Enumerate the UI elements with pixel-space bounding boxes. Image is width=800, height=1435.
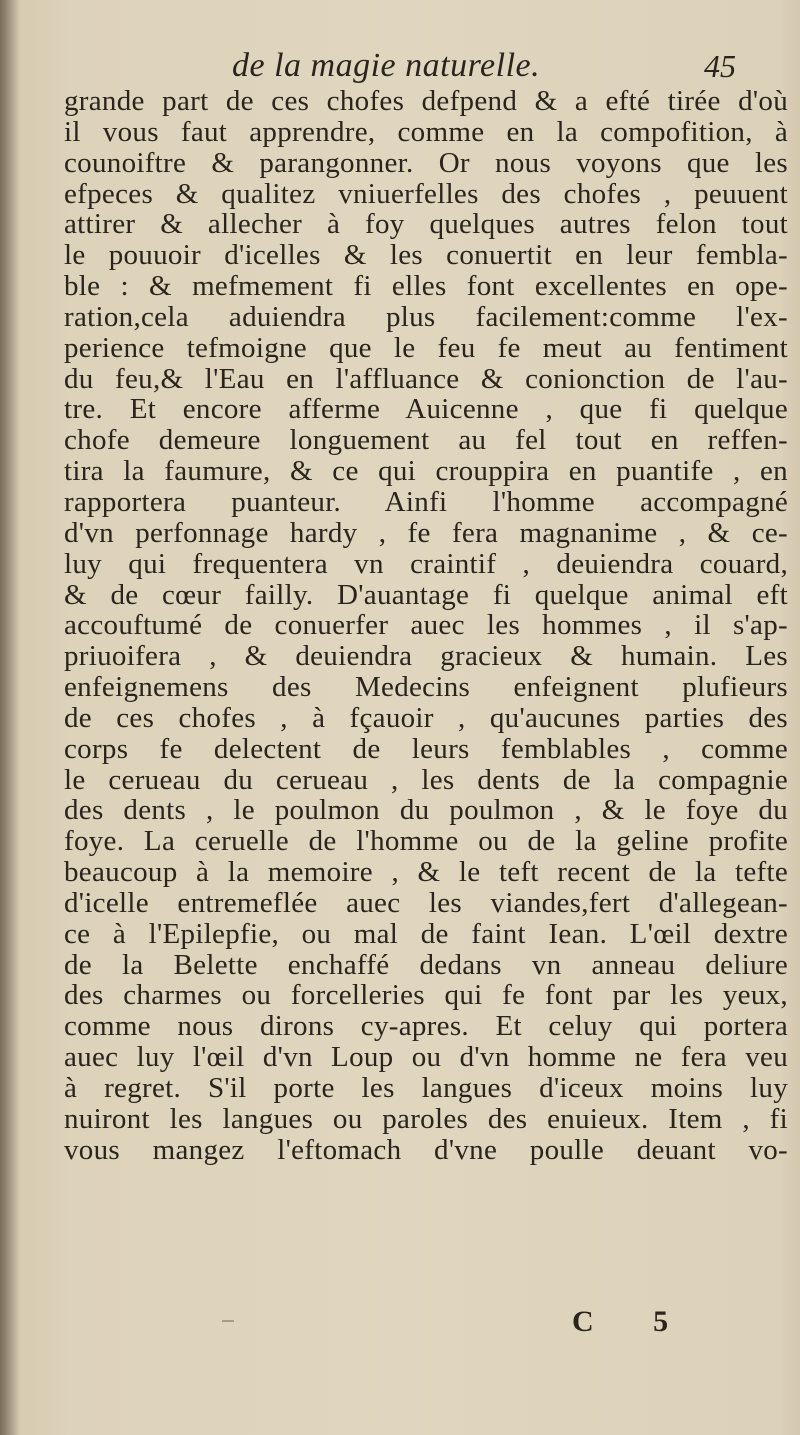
text-line: des dents , le poulmon du poulmon , & le foye du: [64, 794, 788, 827]
body-text: [64, 86, 788, 1166]
text-line: chofe demeure longuement au fel tout en reffen-: [64, 424, 788, 457]
text-line: luy qui frequentera vn craintif , deuiendra couard,: [64, 547, 788, 580]
text-line: le pouuoir d'icelles & les conuertit en leur fembla-: [64, 239, 788, 272]
text-line: ble : & mefmement fi elles font excellentes en ope-: [64, 270, 788, 303]
text-line: counoiftre & parangonner. Or nous voyons que les: [64, 146, 788, 179]
text-line: des charmes ou forcelleries qui fe font par les yeux,: [64, 979, 788, 1012]
text-line: priuoifera , & deuiendra gracieux & humain. Les: [64, 640, 788, 673]
text-line: de la Belette enchaffé dedans vn anneau deliure: [64, 948, 788, 981]
text-line: d'icelle entremeflée auec les viandes,fert d'allegean-: [64, 886, 788, 919]
ink-mark: [222, 1320, 234, 1322]
text-line: efpeces & qualitez vniuerfelles des chofes , peuuent: [64, 177, 788, 210]
text-line: vous mangez l'eftomach d'vne poulle deuant vo-: [64, 1133, 788, 1166]
text-line: foye. La ceruelle de l'homme ou de la geline profite: [64, 825, 788, 858]
text-line: accouftumé de conuerfer auec les hommes , il s'ap-: [64, 609, 788, 642]
signature-mark: C 5: [572, 1305, 695, 1338]
text-line: enfeignemens des Medecins enfeignent plufieurs: [64, 671, 788, 704]
text-line: & de cœur failly. D'auantage fi quelque animal eft: [64, 578, 788, 611]
page-header: [0, 44, 800, 88]
page-number: 45: [704, 48, 736, 84]
text-line: ration,cela aduiendra plus facilement:comme l'ex-: [64, 300, 788, 333]
running-title: de la magie naturelle.: [232, 47, 541, 84]
text-line: beaucoup à la memoire , & le teft recent de la tefte: [64, 856, 788, 889]
text-line: tira la faumure, & ce qui crouppira en puantife , en: [64, 455, 788, 488]
text-line: rapportera puanteur. Ainfi l'homme accompagné: [64, 485, 788, 518]
text-line: comme nous dirons cy-apres. Et celuy qui portera: [64, 1010, 788, 1043]
text-line: nuiront les langues ou paroles des enuieux. Item , fi: [64, 1102, 788, 1135]
text-line: il vous faut apprendre, comme en la compofition, à: [64, 115, 788, 148]
page-gutter-shadow: [0, 0, 20, 1435]
text-line: du feu,& l'Eau en l'affluance & conionction de l'au-: [64, 362, 788, 395]
text-line: d'vn perfonnage hardy , fe fera magnanime , & ce-: [64, 516, 788, 549]
text-line: auec luy l'œil d'vn Loup ou d'vn homme ne fera veu: [64, 1041, 788, 1074]
text-line: grande part de ces chofes defpend & a efté tirée d'où: [64, 85, 788, 117]
text-line: le cerueau du cerueau , les dents de la compagnie: [64, 763, 788, 796]
text-line: perience tefmoigne que le feu fe meut au fentiment: [64, 331, 788, 364]
text-line: tre. Et encore afferme Auicenne , que fi quelque: [64, 393, 788, 426]
text-line: attirer & allecher à foy quelques autres felon tout: [64, 208, 788, 241]
text-line: corps fe delectent de leurs femblables , comme: [64, 732, 788, 765]
text-line: ce à l'Epilepfie, ou mal de faint Iean. L'œil dextre: [64, 917, 788, 950]
text-line: de ces chofes , à fçauoir , qu'aucunes parties des: [64, 701, 788, 734]
text-line: à regret. S'il porte les langues d'iceux moins luy: [64, 1072, 788, 1104]
